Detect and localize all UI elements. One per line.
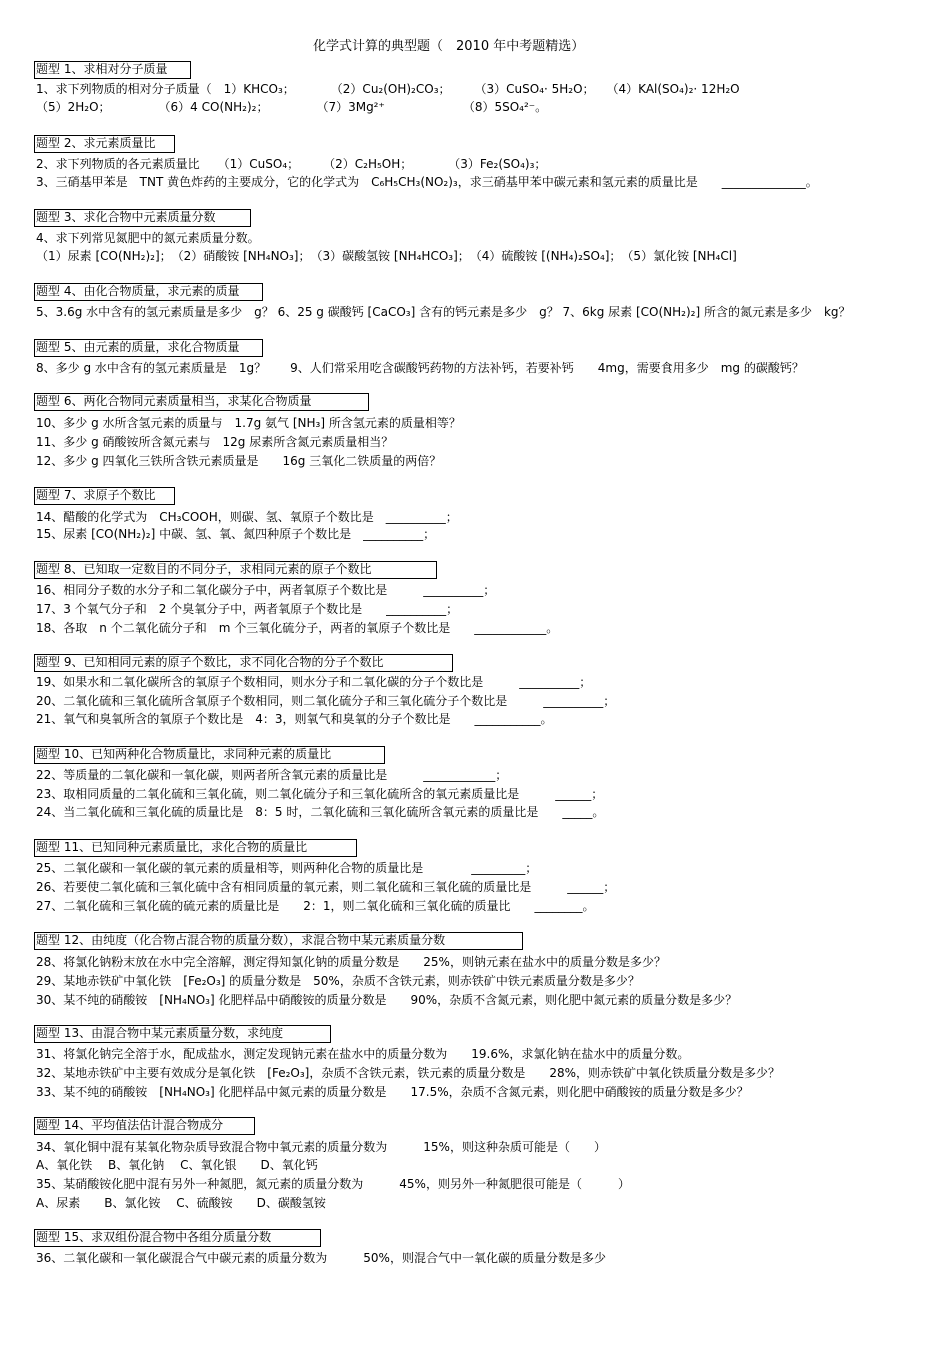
question-line: （5）2H₂O； （6）4 CO(NH₂)₂； （7）3Mg²⁺ （8）5SO₄²⁻。 — [36, 100, 548, 114]
question-line: 10、多少 g 水所含氢元素的质量与 1.7g 氨气 [NH₃] 所含氢元素的质量相等？ — [36, 416, 461, 430]
question-line: 12、多少 g 四氧化三铁所含铁元素质量是 16g 三氧化二铁质量的两倍？ — [36, 454, 442, 468]
section-8-heading: 题型 8、已知取一定数目的不同分子，求相同元素的原子个数比 — [34, 561, 437, 579]
question-line: 35、某硝酸铵化肥中混有另外一种氮肥，氮元素的质量分数为 45%，则另外一种氮肥很可能是（ ） — [36, 1177, 630, 1191]
question-line: 11、多少 g 硝酸铵所含氮元素与 12g 尿素所含氮元素质量相当？ — [36, 435, 394, 449]
answer-options: A、尿素 B、氯化铵 C、硫酸铵 D、碳酸氢铵 — [36, 1196, 326, 1210]
section-15-heading: 题型 15、求双组份混合物中各组分质量分数 — [34, 1229, 321, 1247]
question-line: 15、尿素 [CO(NH₂)₂] 中碳、氢、氧、氮四种原子个数比是 __________； — [36, 527, 436, 541]
section-9-heading: 题型 9、已知相同元素的原子个数比，求不同化合物的分子个数比 — [34, 654, 453, 672]
question-line: 20、二氧化硫和三氧化硫所含氧原子个数相同，则二氧化硫分子和三氧化硫分子个数比是 __________； — [36, 694, 616, 708]
question-line: 18、各取 n 个二氧化硫分子和 m 个三氧化硫分子，两者的氧原子个数比是 ____________。 — [36, 621, 559, 635]
section-4-heading: 题型 4、由化合物质量，求元素的质量 — [34, 283, 263, 301]
question-line: 25、二氧化碳和一氧化碳的氧元素的质量相等，则两种化合物的质量比是 _________； — [36, 861, 538, 875]
section-5-heading: 题型 5、由元素的质量，求化合物质量 — [34, 339, 263, 357]
section-13-heading: 题型 13、由混合物中某元素质量分数，求纯度 — [34, 1025, 331, 1043]
question-line: 1、求下列物质的相对分子质量（ 1）KHCO₃； （2）Cu₂(OH)₂CO₃； （3）CuSO₄· 5H₂O； （4）KAl(SO₄)₂· 12H₂O — [36, 82, 740, 96]
question-line: 17、3 个氧气分子和 2 个臭氧分子中，两者氧原子个数比是 __________； — [36, 602, 459, 616]
question-line: 4、求下列常见氮肥中的氮元素质量分数。 — [36, 231, 260, 245]
question-line: 28、将氯化钠粉末放在水中完全溶解，测定得知氯化钠的质量分数是 25%，则钠元素在盐水中的质量分数是多少？ — [36, 955, 666, 969]
question-line: 16、相同分子数的水分子和二氧化碳分子中，两者氧原子个数比是 __________； — [36, 583, 496, 597]
question-line: 8、多少 g 水中含有的氢元素质量是 1g？ 9、人们常采用吃含碳酸钙药物的方法补钙，若要补钙 4mg，需要食用多少 mg 的碳酸钙？ — [36, 361, 804, 375]
section-1-heading: 题型 1、求相对分子质量 — [34, 61, 191, 79]
question-line: 14、醋酸的化学式为 CH₃COOH，则碳、氢、氧原子个数比是 __________； — [36, 510, 458, 524]
question-line: 21、氧气和臭氧所含的氧原子个数比是 4：3，则氧气和臭氧的分子个数比是 ___________。 — [36, 712, 553, 726]
answer-options: A、氧化铁 B、氧化钠 C、氧化银 D、氧化钙 — [36, 1158, 318, 1172]
question-line: 32、某地赤铁矿中主要有效成分是氧化铁 [Fe₂O₃]，杂质不含铁元素，铁元素的质量分数是 28%，则赤铁矿中氧化铁质量分数是多少？ — [36, 1066, 781, 1080]
question-line: 2、求下列物质的各元素质量比 （1）CuSO₄； （2）C₂H₅OH； （3）Fe₂(SO₄)₃； — [36, 157, 547, 171]
question-line: 30、某不纯的硝酸铵 [NH₄NO₃] 化肥样品中硝酸铵的质量分数是 90%，杂质不含氮元素，则化肥中氮元素的质量分数是多少？ — [36, 993, 738, 1007]
question-line: 31、将氯化钠完全溶于水，配成盐水，测定发现钠元素在盐水中的质量分数为 19.6%，求氯化钠在盐水中的质量分数。 — [36, 1047, 690, 1061]
question-line: 3、三硝基甲苯是 TNT 黄色炸药的主要成分，它的化学式为 C₆H₅CH₃(NO₂)₃，求三硝基甲苯中碳元素和氢元素的质量比是 ______________。 — [36, 175, 818, 189]
page-title: 化学式计算的典型题（ 2010 年中考题精选） — [313, 39, 585, 54]
section-3-heading: 题型 3、求化合物中元素质量分数 — [34, 209, 251, 227]
section-6-heading: 题型 6、两化合物同元素质量相当，求某化合物质量 — [34, 393, 369, 411]
question-line: 34、氧化铜中混有某氧化物杂质导致混合物中氧元素的质量分数为 15%，则这种杂质可能是（ ） — [36, 1140, 606, 1154]
question-line: 26、若要使二氧化硫和三氧化硫中含有相同质量的氧元素，则二氧化硫和三氧化硫的质量比是 ______； — [36, 880, 616, 894]
question-line: 33、某不纯的硝酸铵 [NH₄NO₃] 化肥样品中氮元素的质量分数是 17.5%，杂质不含氮元素，则化肥中硝酸铵的质量分数是多少？ — [36, 1085, 749, 1099]
question-line: 36、二氧化碳和一氧化碳混合气中碳元素的质量分数为 50%，则混合气中一氧化碳的质量分数是多少 — [36, 1251, 606, 1265]
question-line: 22、等质量的二氧化碳和一氧化碳，则两者所含氧元素的质量比是 ____________； — [36, 768, 508, 782]
question-line: 27、二氧化硫和三氧化硫的硫元素的质量比是 2：1，则二氧化硫和三氧化硫的质量比 ________。 — [36, 899, 595, 913]
question-line: 23、取相同质量的二氧化硫和三氧化硫，则二氧化硫分子和三氧化硫所含的氧元素质量比是 ______； — [36, 787, 604, 801]
section-14-heading: 题型 14、平均值法估计混合物成分 — [34, 1117, 255, 1135]
question-line: 24、当二氧化硫和三氧化硫的质量比是 8：5 时，二氧化硫和三氧化硫所含氧元素的质量比是 _____。 — [36, 805, 605, 819]
question-line: 5、3.6g 水中含有的氢元素质量是多少 g？ 6、25 g 碳酸钙 [CaCO₃] 含有的钙元素是多少 g？ 7、6kg 尿素 [CO(NH₂)₂] 所含的氮元素是多少 kg？ — [36, 305, 851, 319]
section-2-heading: 题型 2、求元素质量比 — [34, 135, 175, 153]
question-line: 29、某地赤铁矿中氧化铁 [Fe₂O₃] 的质量分数是 50%，杂质不含铁元素，则赤铁矿中铁元素质量分数是多少？ — [36, 974, 640, 988]
question-line: （1）尿素 [CO(NH₂)₂]； （2）硝酸铵 [NH₄NO₃]； （3）碳酸氢铵 [NH₄HCO₃]； （4）硫酸铵 [(NH₄)₂SO₄]； （5）氯化铵 [NH₄Cl] — [36, 249, 737, 263]
question-line: 19、如果水和二氧化碳所含的氧原子个数相同，则水分子和二氧化碳的分子个数比是 __________； — [36, 675, 592, 689]
section-12-heading: 题型 12、由纯度（化合物占混合物的质量分数），求混合物中某元素质量分数 — [34, 932, 523, 950]
section-7-heading: 题型 7、求原子个数比 — [34, 487, 175, 505]
section-10-heading: 题型 10、已知两种化合物质量比，求同种元素的质量比 — [34, 746, 385, 764]
section-11-heading: 题型 11、已知同种元素质量比，求化合物的质量比 — [34, 839, 357, 857]
